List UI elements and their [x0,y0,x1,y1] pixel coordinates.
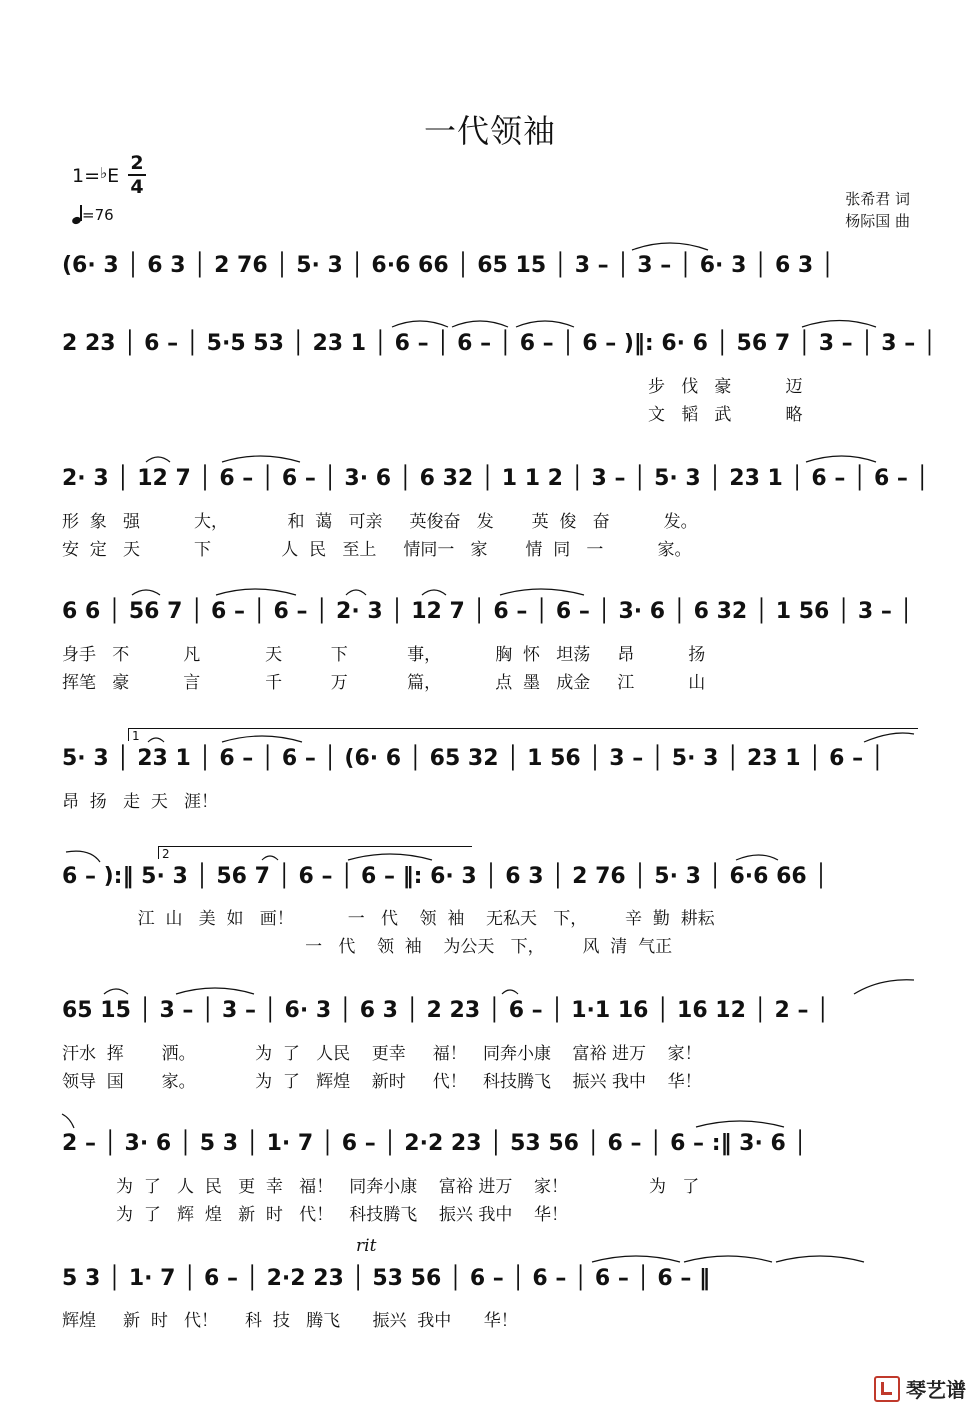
score-row-2: 2 23 │ 6 – │ 5·5 53 │ 23 1 │ 6 – │ 6 – │ 6 – │ 6 – )‖: 6· 6 │ 56 7 │ 3 – │ 3 – │ [62,331,937,356]
lyrics-row-5-verse-1: 昂 扬 走 天 涯！ [62,792,219,812]
score-row-8: 2 – │ 3· 6 │ 5 3 │ 1· 7 │ 6 – │ 2·2 23 │ 53 56 │ 6 – │ 6 – :‖ 3· 6 │ [62,1131,807,1156]
time-bottom: 4 [128,174,146,198]
lyrics-row-6-verse-2: 一 代 领 袖 为公天 下， 风 清 气正 [62,937,673,957]
slur [346,590,366,595]
slur [176,988,254,994]
lyrics-row-9-verse-1: 辉煌 新 时 代！ 科 技 腾飞 振兴 我中 华！ [62,1311,518,1331]
watermark [874,1374,966,1403]
key-note: E [107,165,120,187]
watermark-text: 琴艺谱 [906,1378,966,1402]
volta-1-bracket [128,728,918,741]
slur [132,590,160,595]
score-row-5: 5· 3 │ 23 1 │ 6 – │ 6 – │ (6· 6 │ 65 32 │ 1 56 │ 3 – │ 5· 3 │ 23 1 │ 6 – │ [62,746,884,771]
slur [802,321,876,328]
slur [736,855,778,860]
slur [502,990,518,994]
slur [392,321,448,327]
slur [632,243,708,250]
slur [776,1256,864,1262]
score-row-9: 5 3 │ 1· 7 │ 6 – │ 2·2 23 │ 53 56 │ 6 – │ 6 – │ 6 – │ 6 – ‖ [62,1266,711,1291]
slur [62,1114,74,1128]
score-row-6: 6 – ):‖ 5· 3 │ 56 7 │ 6 – │ 6 – ‖: 6· 3 │ 6 3 │ 2 76 │ 5· 3 │ 6·6 66 │ [62,864,828,889]
lyrics-row-3-verse-1: 形 象 强 大， 和 蔼 可亲 英俊奋 发 英 俊 奋 发。 [62,512,698,532]
slur [222,456,300,462]
flat-icon: ♭ [100,164,108,182]
slur [500,589,584,595]
slur [216,589,296,595]
score-row-1: (6· 3 │ 6 3 │ 2 76 │ 5· 3 │ 6·6 66 │ 65 15 │ 3 – │ 3 – │ 6· 3 │ 6 3 │ [62,253,835,278]
lyricist: 张希君 词 [845,190,910,208]
slur [854,980,914,994]
lyrics-row-4-verse-1: 身手 不 凡 天 下 事， 胸 怀 坦荡 昂 扬 [62,645,706,665]
lyrics-row-7-verse-1: 汗水 挥 洒。 为 了 人民 更幸 福！ 同奔小康 富裕 进万 家！ [62,1044,702,1064]
lyrics-row-4-verse-2: 挥笔 豪 言 千 万 篇， 点 墨 成金 江 山 [62,673,706,693]
quarter-note-icon [72,206,82,224]
tempo-value: =76 [82,206,114,224]
slur [592,1256,680,1262]
slur [422,590,446,595]
slur [806,456,876,462]
volta-2-label: 2 [162,847,170,861]
key-signature [72,164,119,187]
logo-icon [874,1376,900,1402]
lyrics-row-2-verse-1: 步 伐 豪 迈 [648,377,803,397]
tempo-marking [72,206,114,224]
score-row-4: 6 6 │ 56 7 │ 6 – │ 6 – │ 2· 3 │ 12 7 │ 6 – │ 6 – │ 3· 6 │ 6 32 │ 1 56 │ 3 – │ [62,599,913,624]
slur [684,1256,772,1262]
lyrics-row-6-verse-1: 江 山 美 如 画！ 一 代 领 袖 无私天 下， 辛 勤 耕耘 [62,909,715,929]
composer: 杨际国 曲 [845,212,910,230]
slur [452,321,508,327]
rit-marking: rit [356,1236,377,1256]
lyrics-row-8-verse-2: 为 了 辉 煌 新 时 代！ 科技腾飞 振兴 我中 华！ [62,1205,568,1225]
lyrics-row-7-verse-2: 领导 国 家。 为 了 辉煌 新时 代！ 科技腾飞 振兴 我中 华！ [62,1072,702,1092]
volta-1-label: 1 [132,729,140,743]
lyrics-row-8-verse-1: 为 了 人 民 更 幸 福！ 同奔小康 富裕 进万 家！ 为 了 [62,1177,700,1197]
volta-2-bracket [158,846,472,859]
score-row-3: 2· 3 │ 12 7 │ 6 – │ 6 – │ 3· 6 │ 6 32 │ 1 1 2 │ 3 – │ 5· 3 │ 23 1 │ 6 – │ 6 – │ [62,466,929,491]
key-prefix: 1= [72,165,101,187]
slur [146,457,170,462]
lyrics-row-2-verse-2: 文 韬 武 略 [648,405,803,425]
credits [845,188,910,232]
score-row-7: 65 15 │ 3 – │ 3 – │ 6· 3 │ 6 3 │ 2 23 │ 6 – │ 1·1 16 │ 16 12 │ 2 – │ [62,998,830,1023]
slur [696,1121,784,1127]
time-top: 2 [130,152,144,174]
slur [516,321,574,327]
page-title: 一代领袖 [423,112,556,150]
slur [104,989,128,994]
time-signature [128,152,146,198]
lyrics-row-3-verse-2: 安 定 天 下 人 民 至上 情同一 家 情 同 一 家。 [62,540,692,560]
slur [66,851,100,862]
